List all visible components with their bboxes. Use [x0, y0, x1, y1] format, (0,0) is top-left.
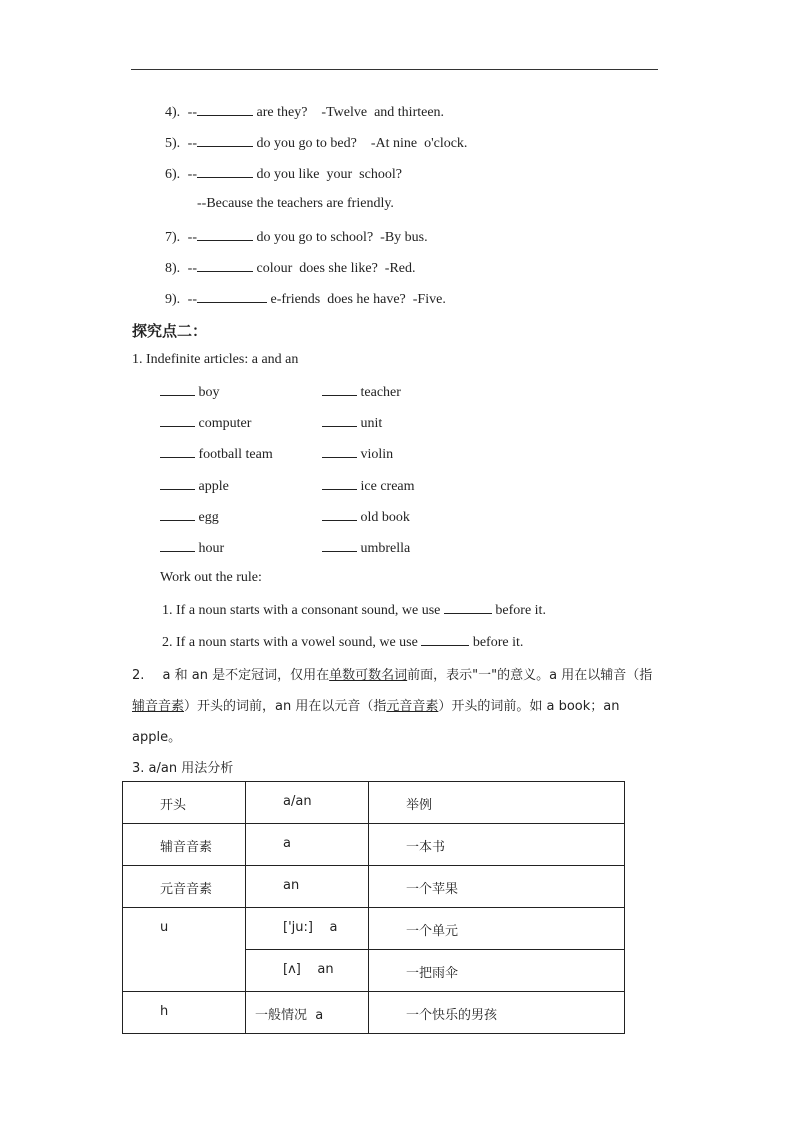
table-cell: 一本书	[406, 840, 446, 855]
list-item: computer	[160, 414, 251, 432]
answer-blank[interactable]	[197, 259, 253, 272]
rule-title: Work out the rule:	[160, 570, 262, 585]
table-cell: a/an	[283, 794, 312, 809]
question-6: 6). -- do you like your school?	[165, 167, 402, 182]
table-row	[123, 824, 625, 866]
articles-title: 1. Indefinite articles: a and an	[132, 352, 299, 367]
table-cell: 一个快乐的男孩	[406, 1008, 498, 1023]
list-item: umbrella	[322, 539, 410, 557]
list-item: teacher	[322, 383, 401, 401]
header-rule	[131, 69, 658, 70]
question-7: 7). -- do you go to school? -By bus.	[165, 230, 428, 245]
list-item: unit	[322, 414, 382, 432]
table-cell: 开头	[160, 798, 187, 813]
answer-blank[interactable]	[322, 414, 357, 427]
list-item: violin	[322, 445, 393, 463]
list-item: egg	[160, 508, 219, 526]
answer-blank[interactable]	[421, 633, 469, 646]
table-cell: 一个苹果	[406, 882, 459, 897]
list-item: hour	[160, 539, 224, 557]
table-cell: h	[160, 1004, 169, 1019]
table-cell: 一个单元	[406, 924, 459, 939]
table-header-row	[123, 782, 625, 824]
table-title: 3. a/an 用法分析	[132, 761, 234, 776]
question-5: 5). -- do you go to bed? -At nine o'clock.	[165, 136, 468, 151]
list-item: boy	[160, 383, 220, 401]
para2-line1: 2. a 和 an 是不定冠词，仅用在单数可数名词前面，表示"一"的意义。a 用在以辅音（指	[132, 668, 653, 683]
para2-line2: 辅音音素）开头的词前，an 用在以元音（指元音音素）开头的词前。如 a book；an	[132, 699, 620, 714]
answer-blank[interactable]	[322, 477, 357, 490]
list-item: apple	[160, 477, 229, 495]
question-8: 8). -- colour does she like? -Red.	[165, 261, 416, 276]
table-cell: 举例	[406, 798, 433, 813]
answer-blank[interactable]	[322, 508, 357, 521]
answer-blank[interactable]	[322, 445, 357, 458]
question-4: 4). -- are they? -Twelve and thirteen.	[165, 105, 445, 120]
answer-blank[interactable]	[160, 539, 195, 552]
table-cell: 元音音素	[160, 882, 213, 897]
table-row	[123, 992, 625, 1034]
para2-line3: apple。	[132, 730, 182, 745]
table-cell: 辅音音素	[160, 840, 213, 855]
table-cell: ['ju:] a	[283, 920, 338, 935]
table-cell: a	[283, 836, 291, 851]
list-item: ice cream	[322, 477, 415, 495]
answer-blank[interactable]	[160, 477, 195, 490]
table-cell: [ʌ] an	[283, 962, 334, 977]
question-9: 9). -- e-friends does he have? -Five.	[165, 292, 446, 307]
table-cell: 一般情况 a	[255, 1008, 324, 1023]
question-6-answer: --Because the teachers are friendly.	[197, 196, 394, 211]
rule-2: 2. If a noun starts with a vowel sound, we use before it.	[162, 635, 524, 650]
answer-blank[interactable]	[160, 508, 195, 521]
answer-blank[interactable]	[197, 165, 253, 178]
table-row	[123, 908, 625, 950]
section-heading: 探究点二：	[132, 322, 208, 340]
table-cell: an	[283, 878, 300, 893]
answer-blank[interactable]	[197, 103, 253, 116]
answer-blank[interactable]	[160, 414, 195, 427]
list-item: football team	[160, 445, 273, 463]
answer-blank[interactable]	[197, 290, 267, 303]
answer-blank[interactable]	[322, 539, 357, 552]
answer-blank[interactable]	[322, 383, 357, 396]
usage-table	[122, 781, 625, 1034]
answer-blank[interactable]	[197, 228, 253, 241]
answer-blank[interactable]	[160, 383, 195, 396]
answer-blank[interactable]	[444, 601, 492, 614]
table-cell: u	[160, 920, 169, 935]
rule-1: 1. If a noun starts with a consonant sound, we use before it.	[162, 603, 546, 618]
list-item: old book	[322, 508, 410, 526]
table-cell: 一把雨伞	[406, 966, 459, 981]
table-row	[123, 866, 625, 908]
answer-blank[interactable]	[197, 134, 253, 147]
answer-blank[interactable]	[160, 445, 195, 458]
